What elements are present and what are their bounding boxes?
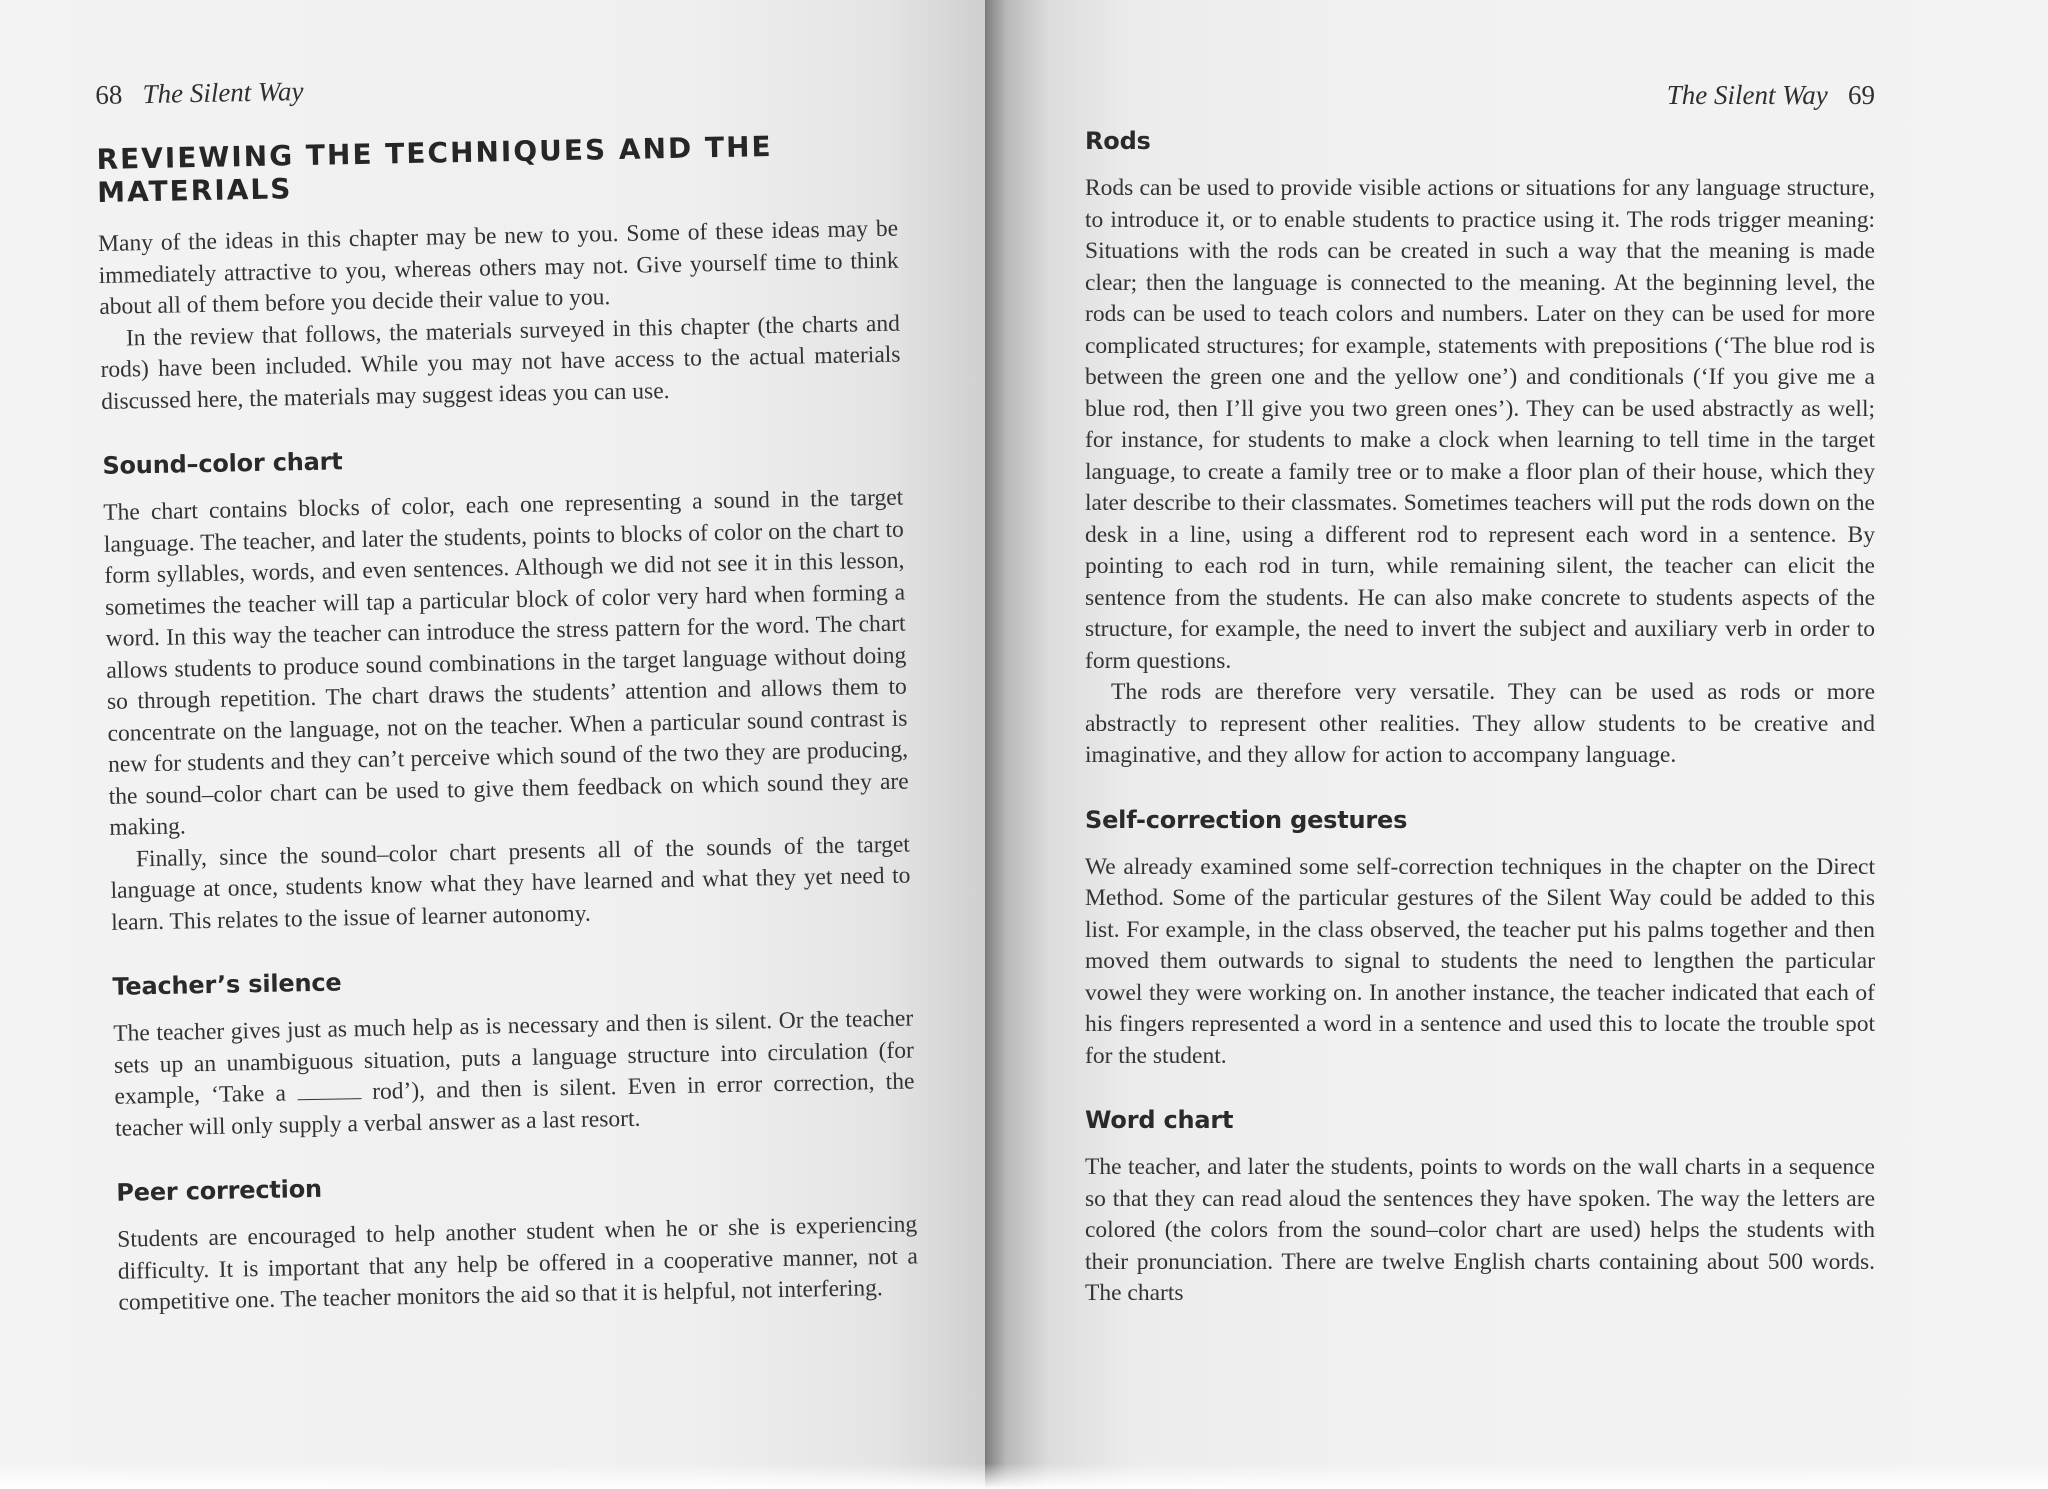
book-title: The Silent Way [142, 76, 304, 110]
page-number: 69 [1848, 80, 1875, 110]
paragraph: Students are encouraged to help another student when he or she is experiencing difficulty. It is important that any help be offered in a cooperative manner, not a competitive one. The teacher monitors the aid so that it is helpful, not interfering. [117, 1211, 918, 1316]
paragraph: Rods can be used to provide visible actions or situations for any language structure, to introduce it, or to enable students to practice using it. The rods trigger meaning: Situations with the rods can be created in such a way that the meaning is made clear; then the language is connected to the meaning. At the beginning level, the rods can be used to teach colors and numbers. Later on they can be used for more complicated structures; for example, statements with prepositions (‘The blue rod is between the green one and the yellow one’) and conditionals (‘If you give me a blue rod, then I’ll give you two green ones’). They can be used abstractly as well; for instance, for students to make a clock when learning to tell time in the target language, to create a family tree or to make a floor plan of their house, which they later describe to their classmates. Sometimes teachers will put the rods down on the desk in a line, using a different rod to represent each word in a sentence. By pointing to each rod in turn, while remaining silent, the teacher can elicit the sentence from the students. He can also make concrete to students aspects of the structure, for example, the need to invert the subject and auxiliary verb in order to form questions. [1085, 175, 1875, 674]
paragraph: In the review that follows, the materials surveyed in this chapter (the charts and rods) have been included. While you may not have access to the actual materials discussed here, the materials may suggest ideas you can use. [100, 310, 901, 415]
paragraph: Many of the ideas in this chapter may be new to you. Some of these ideas may be immediately attractive to you, whereas others may not. Give yourself time to think about all of them before you decide their value to you. [97, 215, 899, 320]
section-heading-self-correction-gestures: Self-correction gestures [1085, 805, 1408, 834]
right-page [985, 0, 2048, 1489]
page-bottom-edge [985, 1463, 2048, 1489]
left-page-content [95, 65, 919, 1320]
paragraph: Finally, since the sound–color chart presents all of the sounds of the target language at once, students know what they have learned and what they yet need to learn. This relates to the issue of learner autonomy. [110, 831, 911, 936]
paragraph [113, 1003, 915, 1144]
paragraph: The rods are therefore very versatile. They can be used as rods or more abstractly to represent other realities. They allow students to be creative and imaginative, and they allow for action to accompany language. [1085, 679, 1875, 768]
paragraph: The teacher, and later the students, points to words on the wall charts in a sequence so that they can read aloud the sentences they have spoken. The way the letters are colored (the colors from the sound–color chart are used) helps the students with their pronunciation. There are twelve English charts containing about 500 words. The charts [1085, 1154, 1875, 1306]
section-heading-teachers-silence: Teacher’s silence [112, 968, 342, 1001]
paragraph: The chart contains blocks of color, each one representing a sound in the target language. The teacher, and later the students, points to blocks of color on the chart to form syllables, words, and even sentences. Although we did not see it in this lesson, sometimes the teacher will tap a particular block of color very hard when forming a word. In this way the teacher can introduce the stress pattern for the word. The chart allows students to produce sound combinations in the target language without doing so through repetition. The chart draws the students’ attention and allows them to concentrate on the language, not on the teacher. When a particular sound contrast is new for students and they can’t perceive which sound of the two they are producing, the sound–color chart can be used to give them feedback on which sound they are making. [103, 484, 909, 841]
fill-in-blank [297, 1080, 361, 1100]
text-fragment: rod’), and then is silent. Even in error correction, the teacher will only supply a verbal answer as a last resort. [114, 1068, 915, 1142]
section-heading-peer-correction: Peer correction [116, 1174, 323, 1207]
page-bottom-edge [0, 1463, 985, 1489]
page-number: 68 [95, 79, 123, 110]
text-fragment: The teacher gives just as much help as is necessary and then is silent. Or the teacher sets up an unambiguous situation, puts a language structure into circulation (for example, ‘Take a [113, 1005, 915, 1110]
left-page [0, 0, 985, 1489]
paragraph: We already examined some self-correction techniques in the chapter on the Direct Method. Some of the particular gestures of the Silent Way could be added to this list. For example, in the class observed, the teacher put his palms together and then moved them outwards to signal to students the need to lengthen the particular vowel they were working on. In another instance, the teacher indicated that each of his fingers represented a word in a sentence and used this to locate the trouble spot for the student. [1085, 853, 1875, 1069]
running-head-left [95, 65, 895, 111]
section-heading-word-chart: Word chart [1085, 1106, 1234, 1134]
right-page-content [1085, 80, 1875, 1310]
running-head-right [1085, 80, 1875, 111]
section-heading-rods: Rods [1085, 127, 1151, 155]
main-heading: REVIEWING THE TECHNIQUES AND THE MATERIALS [96, 130, 773, 209]
book-title: The Silent Way [1666, 80, 1828, 110]
section-heading-sound-color-chart: Sound–color chart [102, 447, 343, 480]
